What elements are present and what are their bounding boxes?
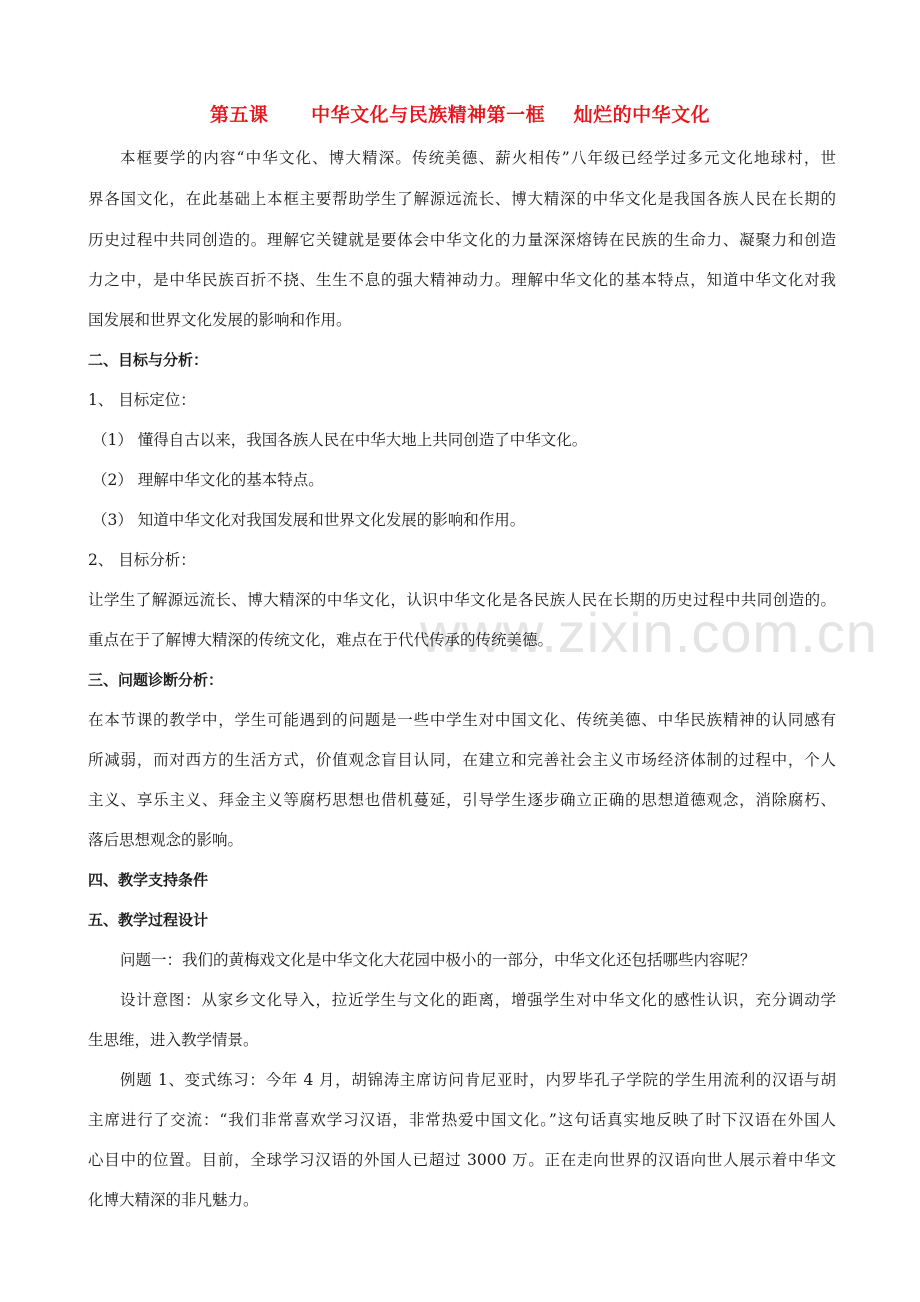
goal-item-2: （2） 理解中华文化的基本特点。 xyxy=(92,471,324,489)
design-intent-line-2: 生思维，进入教学情景。 xyxy=(88,1031,259,1049)
example-line-1: 例题 1、变式练习：今年 4 月，胡锦涛主席访问肯尼亚时，内罗毕孔子学院的学生用流利的汉语与胡 xyxy=(120,1071,836,1089)
diagnosis-line-2: 所减弱，而对西方的生活方式，价值观念盲目认同，在建立和完善社会主义市场经济体制的过程中，个人 xyxy=(88,751,836,769)
intro-line-2: 界各国文化，在此基础上本框主要帮助学生了解源远流长、博大精深的中华文化是我国各族人民在长期的 xyxy=(88,190,836,208)
analysis-line-2: 重点在于了解博大精深的传统文化，难点在于代代传承的传统美德。 xyxy=(88,631,554,649)
question-1: 问题一：我们的黄梅戏文化是中华文化大花园中极小的一部分，中华文化还包括哪些内容呢？ xyxy=(120,951,756,969)
diagnosis-line-3: 主义、享乐主义、拜金主义等腐朽思想也借机蔓延，引导学生逐步确立正确的思想道德观念，消除腐朽、 xyxy=(88,791,836,809)
section-heading-5: 五、教学过程设计 xyxy=(88,911,209,929)
intro-line-1: 本框要学的内容“中华文化、博大精深。传统美德、薪火相传”八年级已经学过多元文化地球村，世 xyxy=(120,149,836,167)
intro-line-3: 历史过程中共同创造的。理解它关键就是要体会中华文化的力量深深熔铸在民族的生命力、凝聚力和创造 xyxy=(88,231,836,249)
subheading-goal-position: 1、 目标定位： xyxy=(88,391,196,409)
diagnosis-line-4: 落后思想观念的影响。 xyxy=(88,831,244,849)
subheading-goal-analysis: 2、 目标分析： xyxy=(88,551,196,569)
example-line-2: 主席进行了交流：“我们非常喜欢学习汉语，非常热爱中国文化。”这句话真实地反映了时下汉语在外国人 xyxy=(88,1111,836,1129)
example-line-3: 心目中的位置。目前，全球学习汉语的外国人已超过 3000 万。正在走向世界的汉语向世人展示着中华文 xyxy=(88,1151,836,1169)
diagnosis-line-1: 在本节课的教学中，学生可能遇到的问题是一些中学生对中国文化、传统美德、中华民族精神的认同感有 xyxy=(88,711,836,729)
goal-item-1: （1） 懂得自古以来，我国各族人民在中华大地上共同创造了中华文化。 xyxy=(92,431,588,449)
analysis-line-1: 让学生了解源远流长、博大精深的中华文化，认识中华文化是各民族人民在长期的历史过程中共同创造的。 xyxy=(88,591,836,609)
design-intent-line-1: 设计意图：从家乡文化导入，拉近学生与文化的距离，增强学生对中华文化的感性认识，充分调动学 xyxy=(120,991,836,1009)
section-heading-2: 二、目标与分析： xyxy=(88,351,209,369)
section-heading-4: 四、教学支持条件 xyxy=(88,871,209,889)
intro-line-5: 国发展和世界文化发展的影响和作用。 xyxy=(88,311,352,329)
watermark: www.zixin.com.cn xyxy=(420,601,878,664)
page-title: 第五课 中华文化与民族精神第一框 灿烂的中华文化 xyxy=(209,104,711,126)
section-heading-3: 三、问题诊断分析： xyxy=(88,671,224,689)
goal-item-3: （3） 知道中华文化对我国发展和世界文化发展的影响和作用。 xyxy=(92,511,526,529)
example-line-4: 化博大精深的非凡魅力。 xyxy=(88,1191,259,1209)
intro-line-4: 力之中，是中华民族百折不挠、生生不息的强大精神动力。理解中华文化的基本特点，知道中华文化对我 xyxy=(88,271,836,289)
